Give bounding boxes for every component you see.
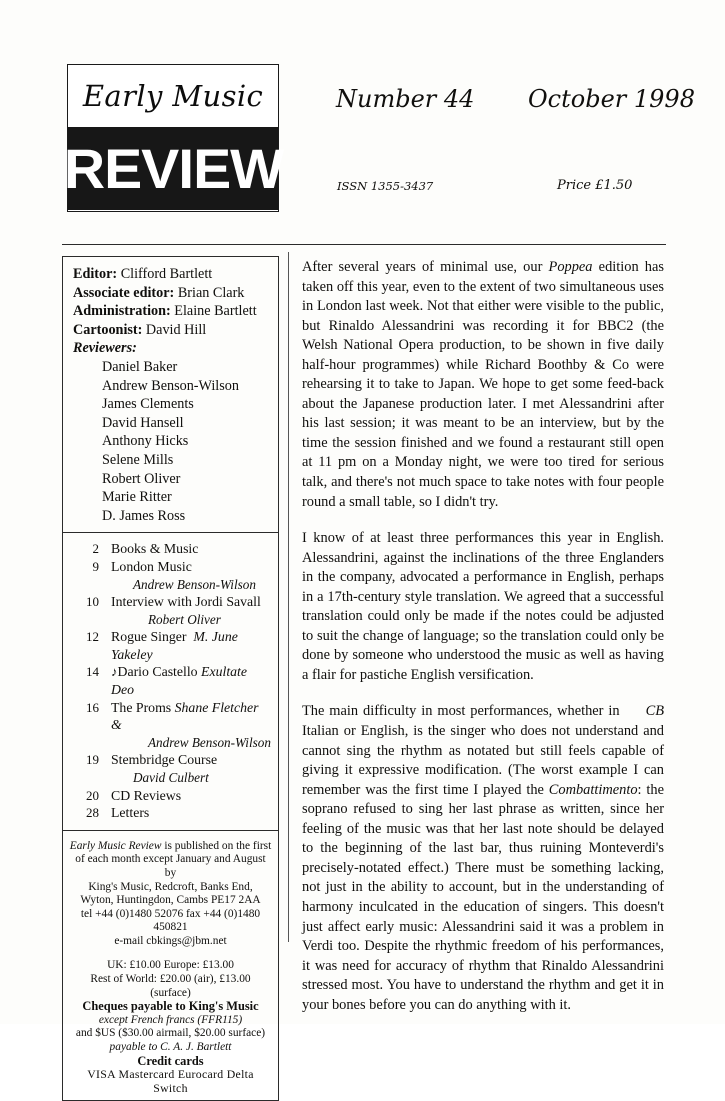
toc-entry-title [99,663,272,698]
staff-cartoonist [73,321,278,340]
issue-date: October 1998 [528,85,695,113]
price-text: Price £1.50 [557,178,633,193]
toc-entry[interactable] [63,558,272,576]
article-signoff-initials: CB [645,703,664,720]
staff-associate-label: Associate editor: [73,284,175,301]
publication-line-2: of each month except January and August by [75,853,266,879]
reviewers-heading: Reviewers: [73,340,137,357]
publication-masthead-italic: Early Music Review [69,839,162,852]
toc-entry-author: Andrew Benson-Wilson [148,734,271,750]
toc-title-text: The Proms [111,699,172,715]
masthead-logo [63,64,283,212]
toc-entry[interactable] [63,540,272,558]
subscription-rest-of-world: Rest of World: £20.00 (air), £13.00 (surface) [90,972,251,999]
article-paragraph-3 [302,702,664,1015]
publication-email: e-mail cbkings@jbm.net [114,934,227,947]
masthead-title: Early Music [82,79,264,113]
reviewer-name: Robert Oliver [102,470,181,487]
publication-line-1-rest: is published on the first [161,839,272,852]
article-paragraph-1 [302,258,664,512]
reviewer-name: Anthony Hicks [102,433,189,450]
toc-page-number: 9 [92,558,99,574]
toc-page-number: 16 [86,699,99,715]
toc-page-number: 20 [86,787,99,803]
paragraph-3-part-b: : the soprano refused to sing her last phrase as written, since her feeling of the music was that her last note should be delayed to the beginning of the last bar, thus ruining Monteverdi's precisely-notated effect.) There must be something lacking, not just in the ability to account, but in the understanding of harmony inculcated in the education of singers. This doesn't just affect early music: Alessandrini said it was a problem in Verdi too. Despite the rhythmic freedom of his performances, it was need for accuracy of rhythm that Rinaldo Alessandrini stressed most. You have to understand the rhythm and get it in your bones before you can do anything with it. [302,781,665,1013]
publication-info-box [62,831,279,1101]
toc-entry-title [99,699,272,734]
staff-editor [73,265,278,284]
paragraph-1-part-a: After several years of minimal use, our [302,259,549,275]
toc-entry-title: Stembridge Course [111,752,218,768]
toc-entry[interactable] [63,699,272,734]
toc-page-number: 14 [86,664,99,680]
toc-page-number: 12 [86,629,99,645]
toc-entry-title: London Music [111,558,192,574]
subscription-usd-note: and $US ($30.00 airmail, $20.00 surface) [75,1027,266,1040]
toc-entry-title: CD Reviews [111,787,182,803]
staff-associate-editor [73,284,278,303]
subscription-francs-note: except French francs (FFR115) [98,1013,243,1026]
toc-inline-work-title: Exultate Deo [111,664,248,698]
staff-administration-label: Administration: [73,303,171,320]
music-note-icon: ♪ [111,664,118,680]
toc-title-text: Rogue Singer [111,629,187,645]
toc-page-number: 19 [86,752,99,768]
subscription-cheques-note: Cheques payable to King's Music [82,999,259,1014]
toc-page-number: 28 [86,805,99,821]
editorial-article [302,258,664,1015]
publication-line-4: Wyton, Huntingdon, Cambs PE17 2AA [80,894,261,907]
masthead-subtitle-band [63,127,283,210]
staff-cartoonist-name: David Hill [145,321,207,338]
staff-editor-name: Clifford Bartlett [120,266,213,282]
toc-entry[interactable] [63,751,272,769]
header-divider-rule [62,244,666,245]
toc-title-text: Dario Castello [117,664,198,680]
reviewer-name: Selene Mills [102,451,174,468]
paragraph-3-italic-title: Combattimento [548,781,638,798]
issn-text: ISSN 1355-3437 [337,179,434,193]
paragraph-1-italic-title: Poppea [548,259,593,275]
staff-masthead-box [62,256,279,533]
staff-cartoonist-label: Cartoonist: [73,321,143,338]
toc-entry-title: Books & Music [111,541,199,557]
toc-entry-author: Andrew Benson-Wilson [133,576,256,592]
paragraph-3-part-a: The main difficulty in most performances, whether in Italian or English, is the singer who does not understand and cannot sing the rhythm as notated but still feels capable of giving it expressive modification. (The worst example I can remember was the first time I played the [302,703,664,798]
toc-entry-title: Letters [111,805,150,821]
staff-administration [73,302,278,321]
reviewer-name: Marie Ritter [102,489,172,506]
toc-entry-author: Robert Oliver [148,611,221,627]
reviewer-name: D. James Ross [102,507,186,524]
publication-line-3: King's Music, Redcroft, Banks End, [88,880,253,893]
publication-contact-phone-fax: tel +44 (0)1480 52076 fax +44 (0)1480 450821 [80,907,261,934]
staff-administration-name: Elaine Bartlett [174,303,257,320]
publication-spacer [69,949,272,958]
reviewer-name: David Hansell [102,414,184,431]
reviewer-name: James Clements [102,396,194,413]
toc-entry-title [99,628,272,663]
publication-line-1 [69,840,272,854]
staff-associate-name: Brian Clark [177,284,245,301]
toc-entry-author: David Culbert [133,770,209,786]
accepted-card-types: VISA Mastercard Eurocard Delta Switch [87,1067,254,1095]
toc-entry[interactable] [63,804,272,822]
subscription-uk-europe: UK: £10.00 Europe: £13.00 [107,958,234,971]
table-of-contents [62,533,279,831]
toc-entry[interactable] [63,787,272,805]
subscription-payable-to: payable to C. A. J. Bartlett [109,1040,232,1053]
toc-entry-title: Interview with Jordi Savall [111,594,261,610]
masthead-title-band [68,65,278,127]
toc-entry[interactable] [63,628,272,663]
staff-editor-label: Editor: [73,266,118,282]
left-column [62,256,279,1101]
issue-number: Number 44 [336,85,475,113]
toc-page-number: 10 [86,594,99,610]
toc-page-number: 2 [92,541,99,557]
toc-entry[interactable] [63,593,272,611]
article-paragraph-2: I know of at least three performances this year in English. Alessandrini, against the inclinations of the three Englanders in the company, advocated a performance in English, perhaps in a 17th-century style translation. We agreed that a successful translation could only be made if the notes could be adjusted to suit the change of language; so the translation could only be done by someone who understood the music as well as having a flair for pastiche English versification. [302,530,664,683]
masthead-subtitle: REVIEW [63,136,283,200]
toc-inline-author: Shane Fletcher & [111,699,259,733]
paragraph-1-part-b: edition has taken off this year, even to the extent of two simultaneous uses in London last week. Not that either were visible to the public, but Rinaldo Alessandrini was recording it for BBC2 (the Welsh National Opera production, to be shown in five daily half-hour programmes) while Richard Boothby & Co were rehearsing it to take to Japan. We hope to get some feed-back about the Japanese production later. I met Alessandrini after his last session; it was meant to be an interview, but by the time the session finished and we found a restaurant still open at 11 pm on a Monday night, we were too tired for serious talk, and there's not much space to take notes with four people round a small table, so I didn't try. [302,259,664,510]
credit-cards-heading: Credit cards [137,1053,204,1068]
reviewer-name: Andrew Benson-Wilson [102,377,239,394]
toc-inline-author: M. June Yakeley [111,629,238,662]
column-divider-rule [288,252,289,942]
reviewer-name: Daniel Baker [102,358,178,375]
toc-entry[interactable] [63,663,272,698]
